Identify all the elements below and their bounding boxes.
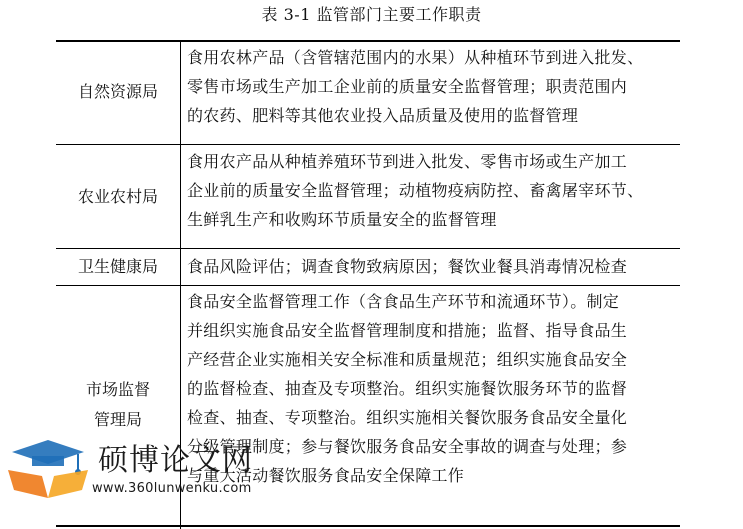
dept-cell <box>56 145 180 248</box>
duty-line: 检查、抽查、专项整治。组织实施相关餐饮服务食品安全量化 <box>187 408 628 427</box>
duty-line: 食用农林产品（含管辖范围内的水果）从种植环节到进入批发、 <box>187 48 644 67</box>
dept-cell <box>56 286 180 524</box>
duty-line: 零售市场或生产加工企业前的质量安全监督管理；职责范围内 <box>187 77 628 96</box>
duty-line: 食用农产品从种植养殖环节到进入批发、零售市场或生产加工 <box>187 152 628 171</box>
duty-line: 产经营企业实施相关安全标准和质量规范；组织实施食品安全 <box>187 350 628 369</box>
duty-line: 企业前的质量安全监督管理；动植物疫病防控、畜禽屠宰环节、 <box>187 181 644 200</box>
duty-line: 的监督检查、抽查及专项整治。组织实施餐饮服务环节的监督 <box>187 379 628 398</box>
duty-line: 的农药、肥料等其他农业投入品质量及使用的监督管理 <box>187 106 579 125</box>
watermark-site-name: 硕博论文网 <box>98 443 253 478</box>
duty-line: 分级管理制度；参与餐饮服务食品安全事故的调查与处理；参 <box>187 437 628 456</box>
duty-cell <box>187 252 675 281</box>
duty-cell <box>187 43 675 130</box>
duty-line: 并组织实施食品安全监督管理制度和措施；监督、指导食品生 <box>187 321 628 340</box>
duty-line: 与重大活动餐饮服务食品安全保障工作 <box>187 466 465 485</box>
duty-line: 食品风险评估；调查食物致病原因；餐饮业餐具消毒情况检查 <box>187 257 628 276</box>
duty-cell <box>187 287 675 490</box>
duty-cell <box>187 147 675 234</box>
duty-line: 生鲜乳生产和收购环节质量安全的监督管理 <box>187 210 497 229</box>
dept-name: 农业农村局 <box>77 186 158 206</box>
dept-cell <box>56 249 180 285</box>
table-bottom-rule <box>56 525 680 527</box>
dept-name: 卫生健康局 <box>77 257 158 276</box>
dept-cell <box>56 40 180 144</box>
dept-name-line: 管理局 <box>93 410 142 429</box>
dept-name-line: 市场监督 <box>85 380 150 399</box>
duty-line: 食品安全监督管理工作（含食品生产环节和流通环节）。制定 <box>187 292 620 311</box>
table-caption: 表 3-1 监管部门主要工作职责 <box>261 5 482 24</box>
watermark-url: www.360lunwenku.com <box>92 481 252 496</box>
dept-name: 自然资源局 <box>77 82 158 101</box>
